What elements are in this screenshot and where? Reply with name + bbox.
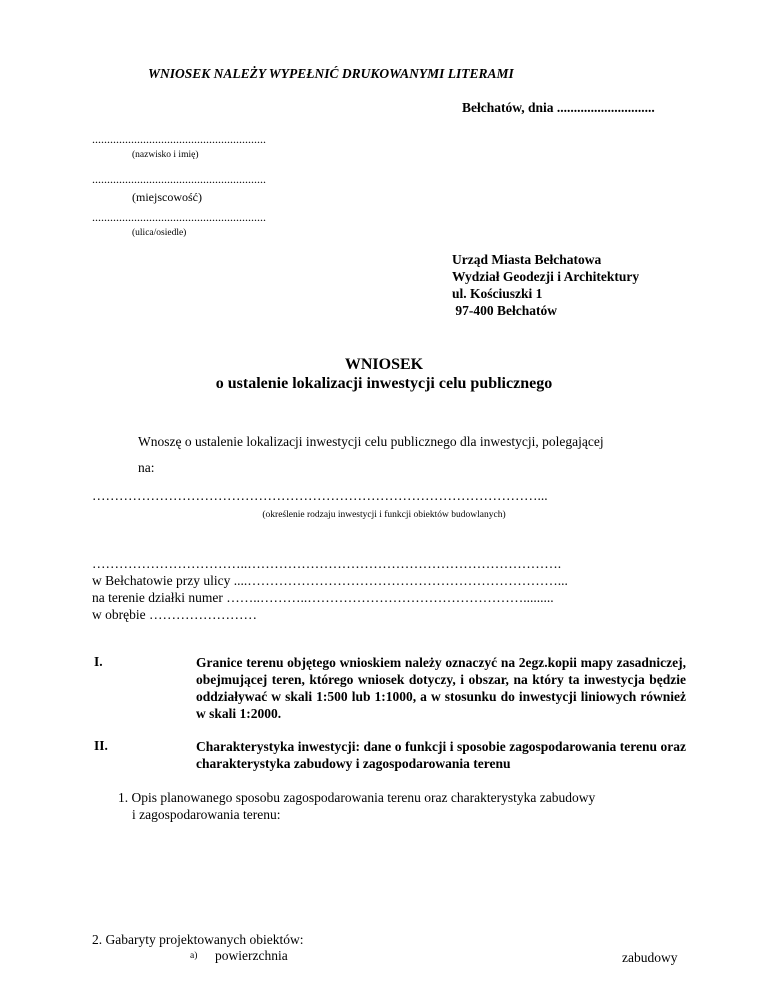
document-subtitle: o ustalenie lokalizacji inwestycji celu publicznego [215, 375, 553, 392]
document-title: WNIOSEK [344, 356, 424, 373]
section-1-numeral: I. [94, 654, 103, 669]
item-2-heading: 2. Gabaryty projektowanych obiektów: [92, 932, 304, 947]
applicant-name-caption: (nazwisko i imię) [132, 150, 199, 160]
section-2-text: Charakterystyka inwestycji: dane o funkcji i sposobie zagospodarowania terenu oraz charakterystyka zabudowy i zagospodarowania terenu [196, 739, 686, 771]
section-2-numeral: II. [94, 738, 108, 753]
street-field[interactable]: w Bełchatowie przy ulicy ....……………………………………………………………... [92, 573, 568, 588]
place-date-field[interactable]: Bełchatów, dnia ............................. [462, 100, 655, 115]
investment-extra-field[interactable]: ……………………………..……………………………………………………………. [92, 556, 562, 571]
applicant-name-field[interactable]: .......................................................... [92, 132, 266, 146]
item-1-line2: i zagospodarowania terenu: [132, 807, 281, 822]
applicant-city-field[interactable]: .......................................................... [92, 172, 266, 186]
investment-type-caption: (określenie rodzaju inwestycji i funkcji obiektów budowlanych) [262, 510, 506, 520]
item-2a-value: zabudowy [622, 950, 678, 965]
plot-number-field[interactable]: na terenie działki numer ……..………..…………………………………………......... [92, 590, 554, 605]
item-2a-label: powierzchnia [215, 948, 288, 963]
applicant-street-field[interactable]: .......................................................... [92, 210, 266, 224]
applicant-street-caption: (ulica/osiedle) [132, 228, 187, 238]
section-1-text: Granice terenu objętego wnioskiem należy oznaczyć na 2egz.kopii mapy zasadniczej, obejmującej teren, którego wniosek dotyczy, i obszar, na który ta inwestycja będzie oddziaływać w skali 1:500 lub 1:1000, a w stosunku do inwestycji liniowych również w skali 1:2000. [196, 655, 686, 721]
investment-type-field[interactable]: ………………………………………………………………………………………... [92, 488, 548, 503]
office-postal: 97-400 Bełchatów [452, 303, 557, 318]
office-street: ul. Kościuszki 1 [452, 286, 543, 301]
item-1-line1: 1. Opis planowanego sposobu zagospodarowania terenu oraz charakterystyka zabudowy [118, 790, 596, 805]
precinct-field[interactable]: w obrębie …………………… [92, 607, 257, 622]
fill-instruction: WNIOSEK NALEŻY WYPEŁNIĆ DRUKOWANYMI LITERAMI [148, 66, 514, 81]
office-department: Wydział Geodezji i Architektury [452, 269, 640, 284]
request-text-line1: Wnoszę o ustalenie lokalizacji inwestycji celu publicznego dla inwestycji, polegającej [138, 434, 604, 449]
request-text-line2: na: [138, 460, 155, 475]
item-2a-letter: a) [190, 951, 198, 961]
applicant-city-caption: (miejscowość) [132, 190, 202, 204]
office-name: Urząd Miasta Bełchatowa [452, 252, 602, 267]
